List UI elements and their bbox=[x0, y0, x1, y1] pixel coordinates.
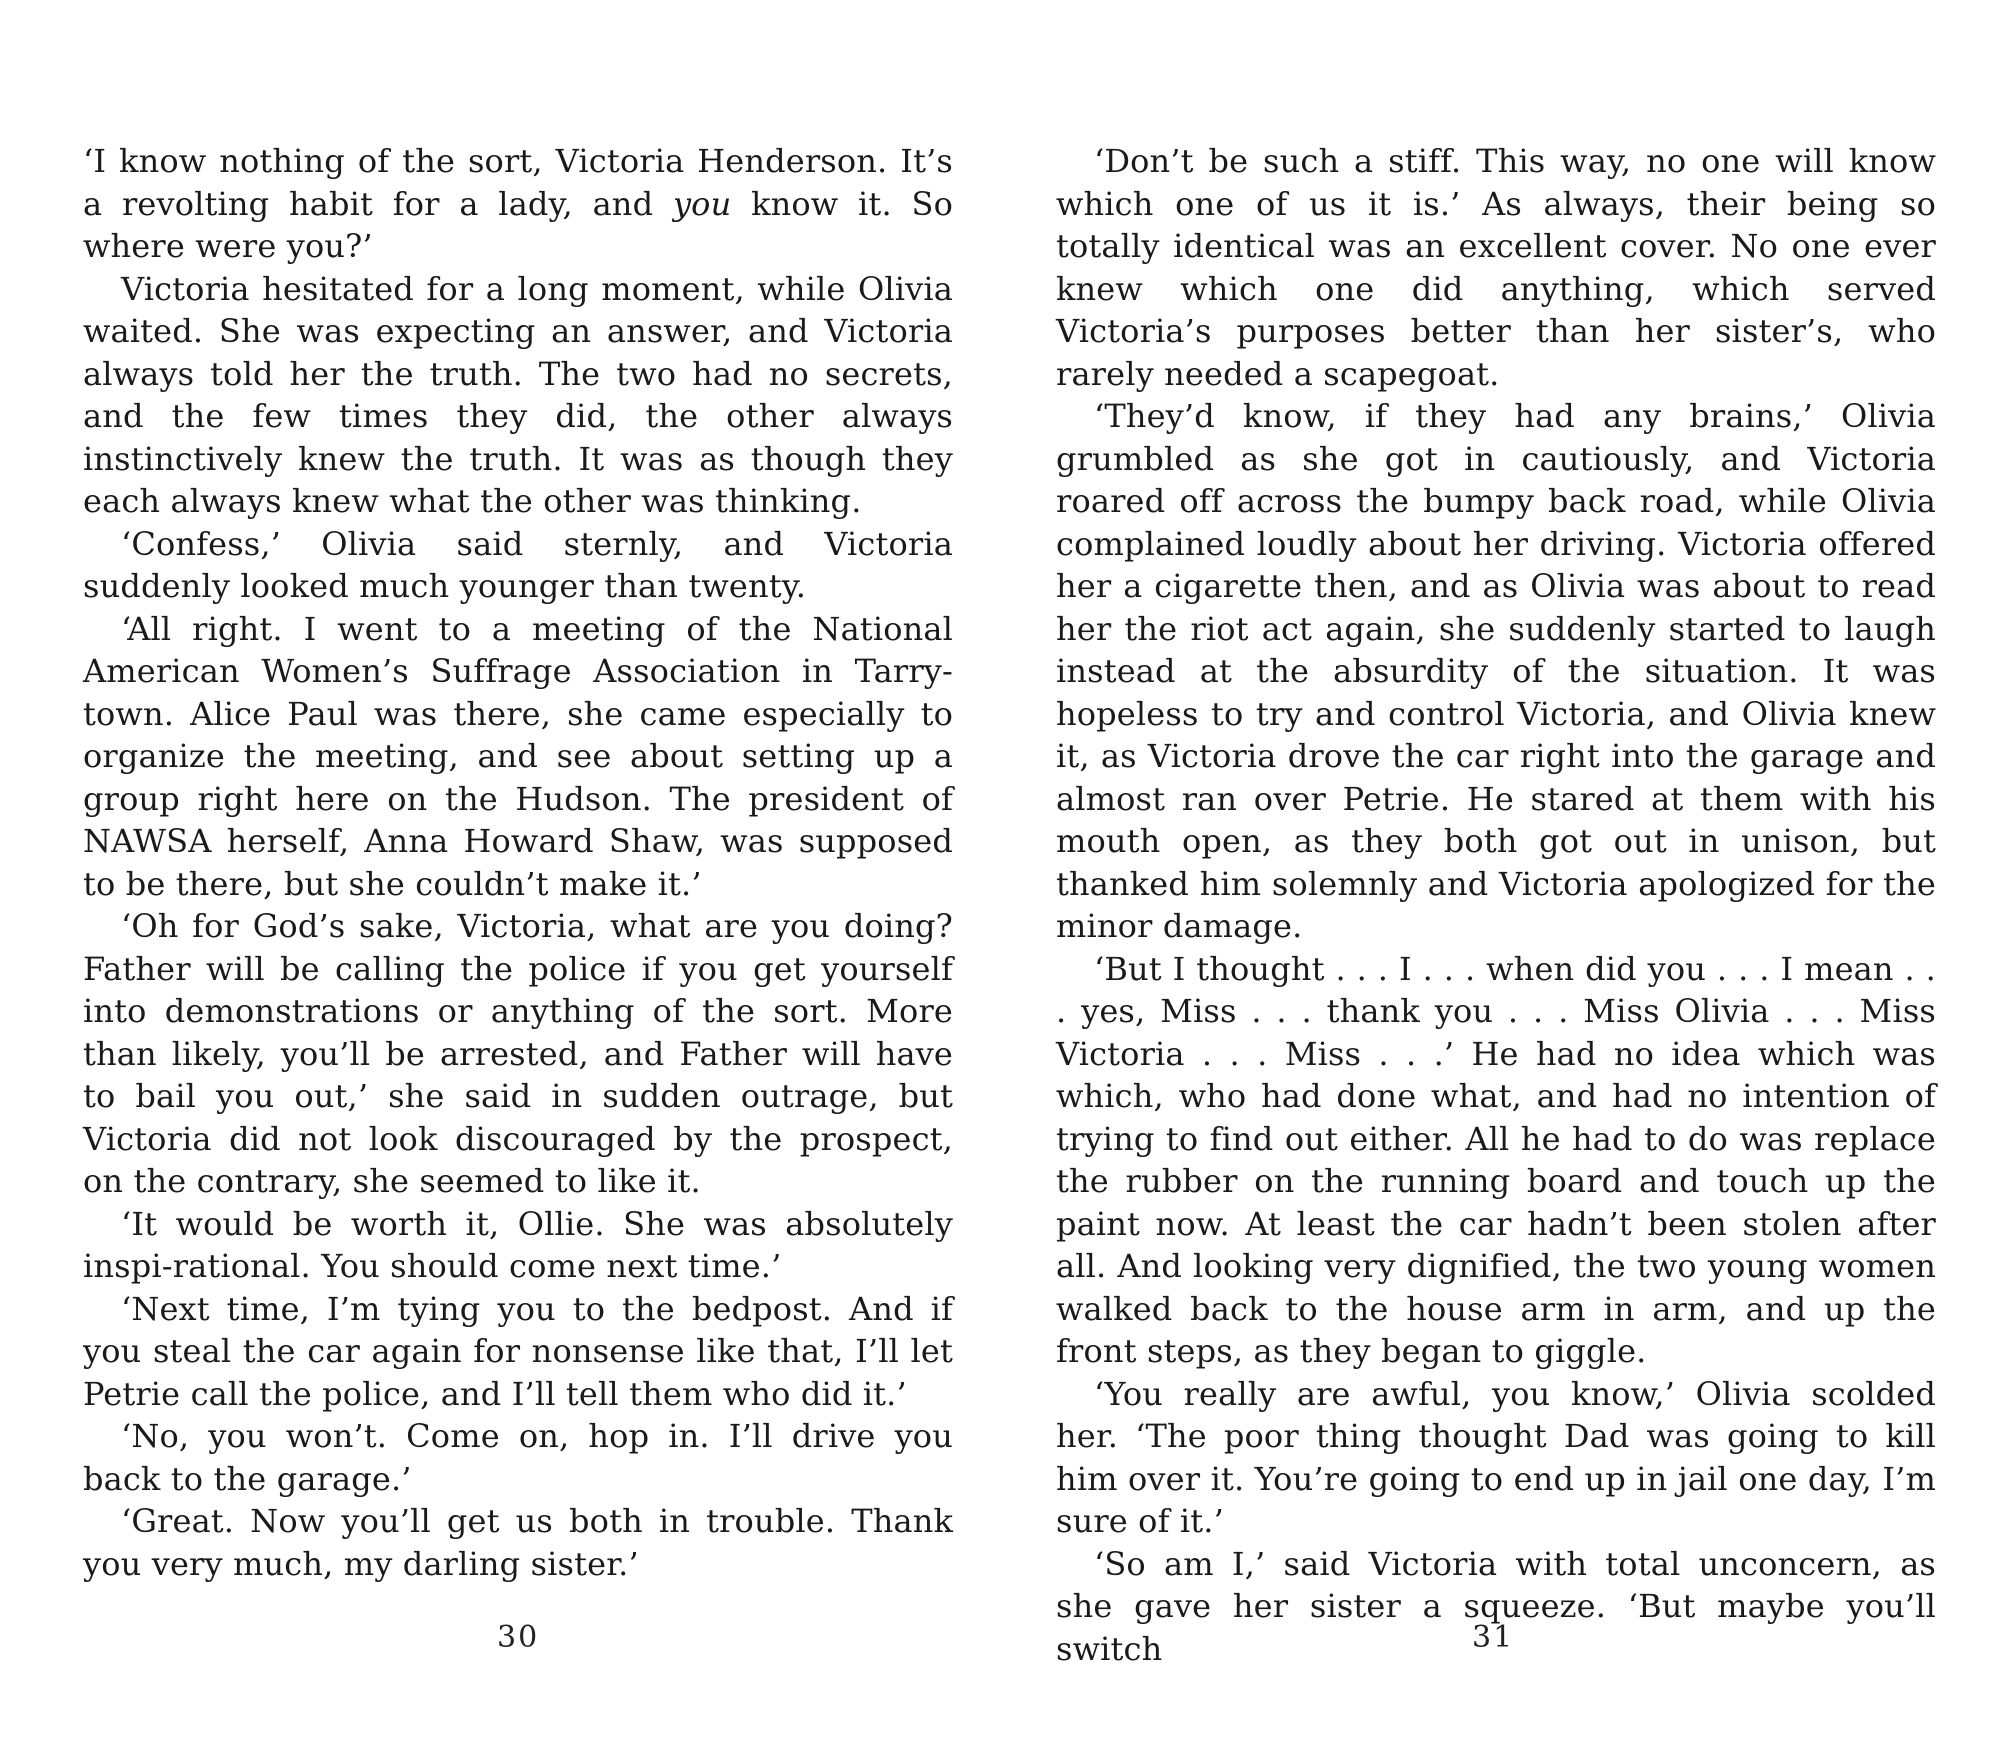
page-number-right: 31 bbox=[1472, 1620, 1515, 1655]
page-number-left: 30 bbox=[497, 1620, 540, 1655]
paragraph: ‘No, you won’t. Come on, hop in. I’ll drive you back to the garage.’ bbox=[83, 1417, 953, 1498]
paragraph: ‘Next time, I’m tying you to the bedpost. And if you steal the car again for nonsense like that, I’ll let Petrie call the police, and I’ll tell them who did it.’ bbox=[83, 1289, 953, 1413]
paragraph: ‘Don’t be such a stiff. This way, no one will know which one of us it is.’ As always, their being so totally identical was an excellent cover. No one ever knew which one did anything, which served Victoria’s purposes better than her sister’s, who rarely needed a scapegoat. bbox=[1056, 142, 1936, 393]
right-page-text bbox=[1056, 140, 1936, 1670]
left-page-text bbox=[83, 140, 953, 1585]
paragraph: ‘All right. I went to a meeting of the National American Women’s Suffrage Association in Tarry-town. Alice Paul was there, she came especially to organize the meeting, and see about setting up a group right here on the Hudson. The president of NAWSA herself, Anna Howard Shaw, was supposed to be there, but she couldn’t make it.’ bbox=[83, 609, 953, 903]
paragraph: ‘So am I,’ said Victoria with total unconcern, as she gave her sister a squeeze. ‘But maybe you’ll switch bbox=[1056, 1544, 1936, 1668]
paragraph: ‘Great. Now you’ll get us both in trouble. Thank you very much, my darling sister.’ bbox=[83, 1502, 953, 1583]
right-page bbox=[1056, 140, 1936, 1670]
paragraph: ‘You really are awful, you know,’ Olivia scolded her. ‘The poor thing thought Dad was going to kill him over it. You’re going to end up in jail one day, I’m sure of it.’ bbox=[1056, 1374, 1936, 1540]
paragraph: ‘I know nothing of the sort, Victoria Henderson. It’s a revolting habit for a lady, and you know it. So where were you?’ bbox=[83, 142, 953, 265]
paragraph: ‘But I thought . . . I . . . when did you . . . I mean . . . yes, Miss . . . thank you . . . Miss Olivia . . . Miss Victoria . . . Miss . . .’ He had no idea which was which, who had done what, and had no intention of trying to find out either. All he had to do was replace the rubber on the running board and touch up the paint now. At least the car hadn’t been stolen after all. And looking very dignified, the two young women walked back to the house arm in arm, and up the front steps, as they began to giggle. bbox=[1056, 949, 1936, 1370]
paragraph: Victoria hesitated for a long moment, while Olivia waited. She was expecting an answer, and Victoria always told her the truth. The two had no secrets, and the few times they did, the other always instinctively knew the truth. It was as though they each always knew what the other was thinking. bbox=[83, 269, 953, 520]
paragraph: ‘Confess,’ Olivia said sternly, and Victoria suddenly looked much younger than twenty. bbox=[83, 524, 953, 605]
left-page bbox=[83, 140, 953, 1585]
paragraph: ‘Oh for God’s sake, Victoria, what are you doing? Father will be calling the police if you get yourself into demonstrations or anything of the sort. More than likely, you’ll be arrested, and Father will have to bail you out,’ she said in sudden outrage, but Victoria did not look discouraged by the prospect, on the contrary, she seemed to like it. bbox=[83, 907, 953, 1200]
emphasis: you bbox=[672, 184, 732, 223]
paragraph: ‘They’d know, if they had any brains,’ Olivia grumbled as she got in cautiously, and Victoria roared off across the bumpy back road, while Olivia complained loudly about her driving. Victoria offered her a cigarette then, and as Olivia was about to read her the riot act again, she suddenly started to laugh instead at the absurdity of the situation. It was hopeless to try and control Victoria, and Olivia knew it, as Victoria drove the car right into the garage and almost ran over Petrie. He stared at them with his mouth open, as they both got out in unison, but thanked him solemnly and Victoria apologized for the minor damage. bbox=[1056, 397, 1936, 945]
paragraph: ‘It would be worth it, Ollie. She was absolutely inspi-rational. You should come next time.’ bbox=[83, 1204, 953, 1285]
